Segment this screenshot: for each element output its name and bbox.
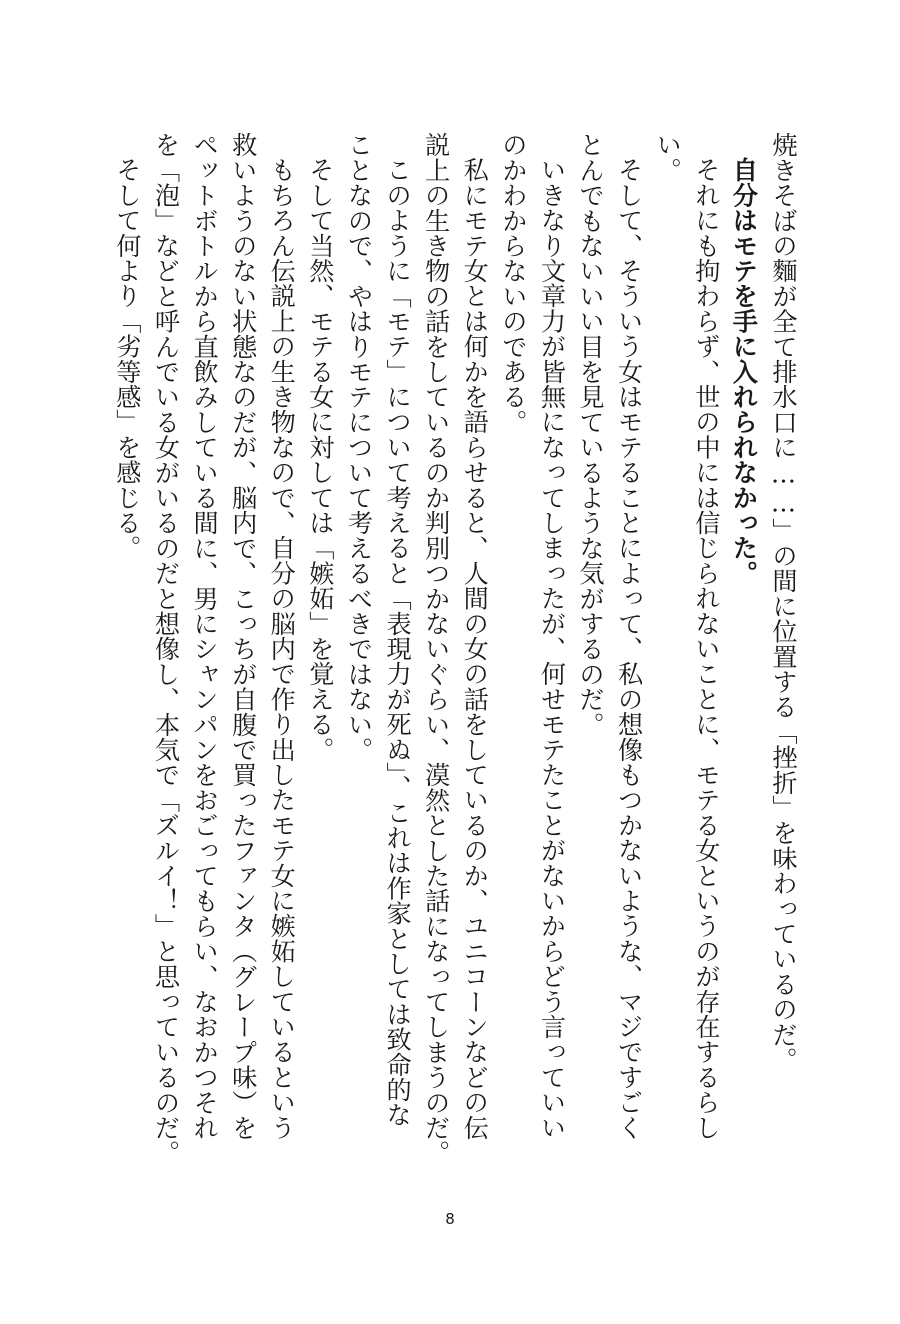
text-line-17: を「泡」などと呼んでいる女がいるのだと想像し、本気で「ズルイ！」と思っているのだ。 — [151, 132, 181, 1166]
text-line-8: のかわからないのである。 — [498, 132, 528, 435]
page-number: 8 — [445, 1210, 455, 1228]
text-line-18: そして何より「劣等感」を感じる。 — [112, 157, 142, 561]
text-line-1: 焼きそばの麵が全て排水口に……」の間に位置する「挫折」を味わっているのだ。 — [769, 132, 798, 1072]
vertical-text-body — [82, 132, 802, 1166]
text-line-6: とんでもないいい目を見ているような気がするのだ。 — [576, 132, 606, 737]
text-line-16: ペットボトルから直飲みしている間に、男にシャンパンをおごってもらい、なおかつそれ — [190, 132, 220, 1140]
text-line-3: それにも拘わらず、世の中には信じられないことに、モテる女というのが存在するらし — [691, 157, 721, 1140]
text-line-13: そして当然、モテる女に対しては「嫉妬」を覚える。 — [305, 157, 335, 762]
text-line-2-bold: 自分はモテを手に入れられなかった。 — [729, 157, 760, 586]
text-line-4: い。 — [653, 132, 683, 183]
text-line-10: 説上の生き物の話をしているのか判別つかないぐらい、漠然とした話になってしまうのだ。 — [421, 132, 451, 1166]
text-line-5: そして、そういう女はモテることによって、私の想像もつかないような、マジですごく — [614, 157, 644, 1140]
text-line-9: 私にモテ女とは何かを語らせると、人間の女の話をしているのか、ユニコーンなどの伝 — [460, 157, 490, 1140]
text-line-14: もちろん伝説上の生き物なので、自分の脳内で作り出したモテ女に嫉妬しているという — [267, 157, 297, 1140]
text-line-7: いきなり文章力が皆無になってしまったが、何せモテたことがないからどう言っていい — [537, 157, 567, 1140]
text-line-15: 救いようのない状態なのだが、脳内で、こっちが自腹で買ったファンタ（グレープ味）を — [228, 132, 258, 1140]
text-line-11: このように「モテ」について考えると「表現力が死ぬ」、これは作家としては致命的な — [383, 157, 413, 1128]
text-line-12: ことなので、やはりモテについて考えるべきではない。 — [344, 132, 374, 762]
